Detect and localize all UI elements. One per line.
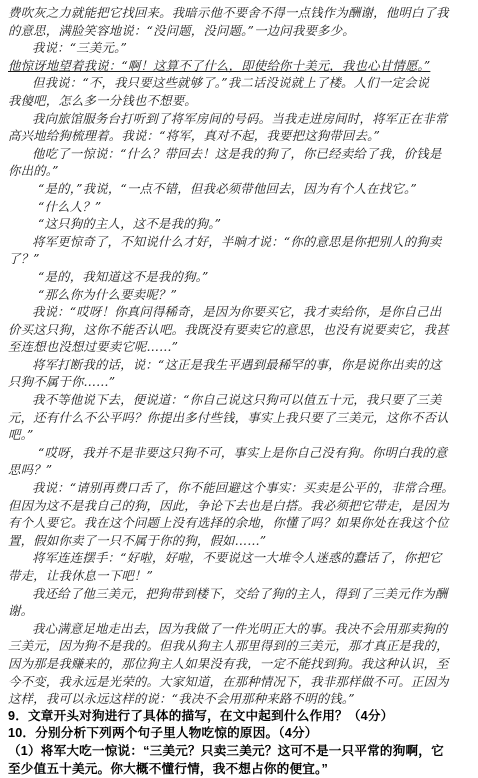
text-line: 的意思，满脸笑容地说：“没问题，没问题。”一边问我要多少。	[8, 22, 355, 38]
text-line: 但因为这不是我自己的狗，因此，争论下去也是白搭。我必须把它带走，是因为	[8, 497, 449, 513]
text-line: 你出的。”	[8, 163, 59, 179]
text-line: “哎呀，我并不是非要这只狗不可，事实上是你自己没有狗。你明白我的意	[38, 444, 448, 460]
text-line: 他惊讶地望着我说：“啊！这算不了什么，即使给你十美元，我也心甘情愿。”	[8, 57, 431, 73]
text-line: “什么人？”	[38, 198, 102, 214]
text-line: 费吹灰之力就能把它找回来。我暗示他不要舍不得一点钱作为酬谢，他明白了我	[8, 5, 449, 20]
text-line: 我说：“请别再费口舌了，你不能回避这个事实：买卖是公平的，非常合理。	[32, 480, 455, 496]
text-line: 置，假如你卖了一只不属于你的狗，假如……”	[8, 532, 267, 548]
text-line: 这样，我可以永远这样的说：“我决不会用那种来路不明的钱。”	[8, 691, 355, 707]
text-line: 我说：“三美元。”	[32, 40, 128, 56]
text-line: “是的，”我说，“一点不错，但我必须带他回去，因为有个人在找它。”	[38, 180, 417, 196]
text-line: 高兴地给狗梳理着。我说：“将军，真对不起，我要把这狗带回去。”	[8, 128, 380, 144]
text-line: 谢。	[8, 603, 34, 619]
question-line: 9．文章开头对狗进行了具体的描写，在文中起到什么作用？（4分）	[8, 708, 394, 723]
text-line: 我傻吧，怎么多一分钱也不想要。	[8, 92, 197, 108]
text-line: 元，还有什么不公平吗？你提出多付些钱，事实上我只要了三美元，这你不否认	[8, 409, 449, 425]
text-line: 我还给了他三美元，把狗带到楼下，交给了狗的主人，得到了三美元作为酬	[32, 585, 448, 601]
text-line: 将军连连摆手：“好啦，好啦，不要说这一大堆令人迷惑的蠢话了，你把它	[32, 550, 442, 566]
text-line: 但我说：“不，我只要这些就够了。”我二话没说就上了楼。人们一定会说	[32, 75, 430, 91]
question-line: 至少值五十美元。你大概不懂行情，我不想占你的便宜。”	[8, 761, 329, 776]
text-line: 今不变，我永远是光荣的。大家知道，在那种情况下，我非那样做不可。正因为	[8, 673, 449, 689]
text-line: 思吗？”	[8, 462, 53, 478]
text-line: 三美元，因为狗不是我的。但我从狗主人那里得到的三美元，那才真正是我的，	[8, 638, 449, 654]
text-line: 至连想也没想过要卖它呢……”	[8, 339, 179, 355]
text-line: 吧。”	[8, 427, 34, 443]
question-line: 10．分别分析下列两个句子里人物吃惊的原因。（4分）	[8, 726, 318, 741]
text-line: 将军打断我的话，说：“这正是我生平遇到最稀罕的事，你是说你出卖的这	[32, 356, 442, 372]
text-line: “是的，我知道这不是我的狗。”	[38, 268, 209, 284]
text-line: 因为那是我赚来的，那位狗主人如果没有我，一定不能找到狗。我这种认识，至	[8, 655, 449, 671]
text-line: 有个人要它。我在这个问题上没有选择的余地，你懂了吗？如果你处在我这个位	[8, 515, 449, 531]
text-line: 他吃了一惊说：“什么？带回去！这是我的狗了，你已经卖给了我，价钱是	[32, 145, 442, 161]
text-line: “那么你为什么要卖呢？”	[38, 286, 177, 302]
text-line: 了？”	[8, 251, 40, 267]
text-line: 我向旅馆服务台打听到了将军房间的号码。当我走进房间时，将军正在非常	[32, 110, 448, 126]
text-line: 我说：“哎呀！你真问得稀奇，是因为你要买它，我才卖给你，是你自己出	[32, 304, 442, 320]
text-line: 带走，让我休息一下吧！”	[8, 568, 154, 583]
text-line: 将军更惊奇了，不知说什么才好，半晌才说：“你的意思是你把别人的狗卖	[32, 233, 442, 249]
text-line: 价买这只狗，这你不能否认吧。我既没有要卖它的意思，也没有说要卖它，我甚	[8, 321, 449, 337]
question-line: （1）将军大吃一惊说：“三美元？只卖三美元？这可不是一只平常的狗啊，它	[8, 743, 444, 758]
text-line: 我不等他说下去，便说道：“你自己说这只狗可以值五十元，我只要了三美	[32, 392, 442, 408]
text-line: 只狗不属于你……”	[8, 374, 116, 390]
text-line: 我心满意足地走出去，因为我做了一件光明正大的事。我决不会用那卖狗的	[32, 620, 448, 636]
text-line: “这只狗的主人，这不是我的狗。”	[38, 216, 222, 232]
